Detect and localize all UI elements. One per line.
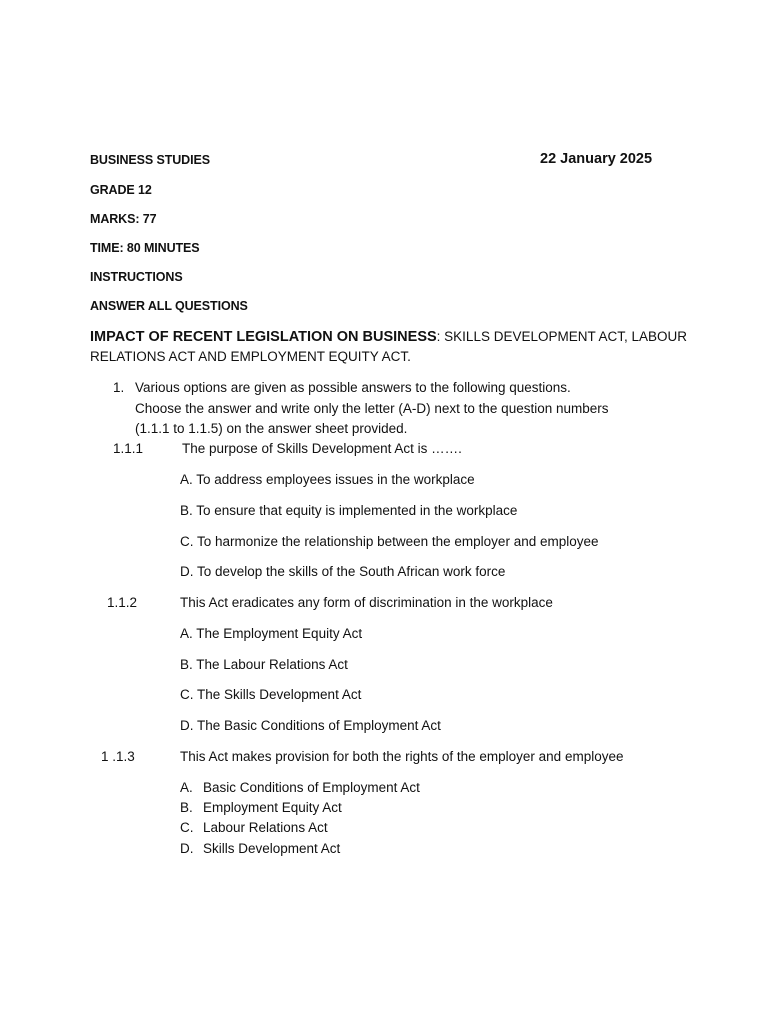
q111-option-a: A. To address employees issues in the workplace [180, 472, 475, 487]
q112-text: This Act eradicates any form of discrimination in the workplace [180, 595, 553, 610]
option-text: Employment Equity Act [203, 800, 342, 815]
subject-label: BUSINESS STUDIES [90, 153, 210, 167]
q113-text: This Act makes provision for both the rights of the employer and employee [180, 749, 624, 764]
option-text: Skills Development Act [203, 841, 341, 856]
exam-date: 22 January 2025 [540, 151, 653, 167]
topic-rest-line1: : SKILLS DEVELOPMENT ACT, LABOUR [436, 329, 688, 344]
q111-option-d: D. To develop the skills of the South African work force [180, 564, 506, 579]
time-label: TIME: 80 MINUTES [90, 241, 200, 255]
option-letter: A. [180, 780, 193, 795]
option-letter: C. [180, 820, 194, 835]
marks-label: MARKS: 77 [90, 212, 157, 226]
q113-option-d [180, 841, 341, 856]
question1-line3: (1.1.1 to 1.1.5) on the answer sheet provided. [135, 421, 408, 436]
q113-option-c [180, 820, 328, 835]
topic-rest-line2: RELATIONS ACT AND EMPLOYMENT EQUITY ACT. [90, 349, 411, 364]
option-letter: B. [180, 800, 193, 815]
q112-option-d: D. The Basic Conditions of Employment Act [180, 718, 441, 733]
q111-option-c: C. To harmonize the relationship between the employer and employee [180, 534, 599, 549]
q111-text: The purpose of Skills Development Act is ……. [182, 441, 462, 456]
q111-option-b: B. To ensure that equity is implemented in the workplace [180, 503, 518, 518]
answer-all-label: ANSWER ALL QUESTIONS [90, 299, 248, 313]
q112-number: 1.1.2 [107, 595, 138, 610]
option-text: Basic Conditions of Employment Act [203, 780, 420, 795]
q112-option-c: C. The Skills Development Act [180, 687, 362, 702]
q112-option-a: A. The Employment Equity Act [180, 626, 363, 641]
question1-line2: Choose the answer and write only the letter (A-D) next to the question numbers [135, 401, 609, 416]
q111-number: 1.1.1 [113, 441, 144, 456]
option-letter: D. [180, 841, 194, 856]
q113-option-b [180, 800, 342, 815]
question-number: 1. [113, 380, 125, 395]
topic-bold: IMPACT OF RECENT LEGISLATION ON BUSINESS [90, 329, 437, 345]
option-text: Labour Relations Act [203, 820, 328, 835]
q113-number: 1 .1.3 [101, 749, 135, 764]
q113-option-a [180, 780, 420, 795]
topic-heading [90, 328, 687, 346]
grade-label: GRADE 12 [90, 183, 152, 197]
q112-option-b: B. The Labour Relations Act [180, 657, 348, 672]
instructions-label: INSTRUCTIONS [90, 270, 183, 284]
question1-line1: Various options are given as possible answers to the following questions. [135, 380, 571, 395]
